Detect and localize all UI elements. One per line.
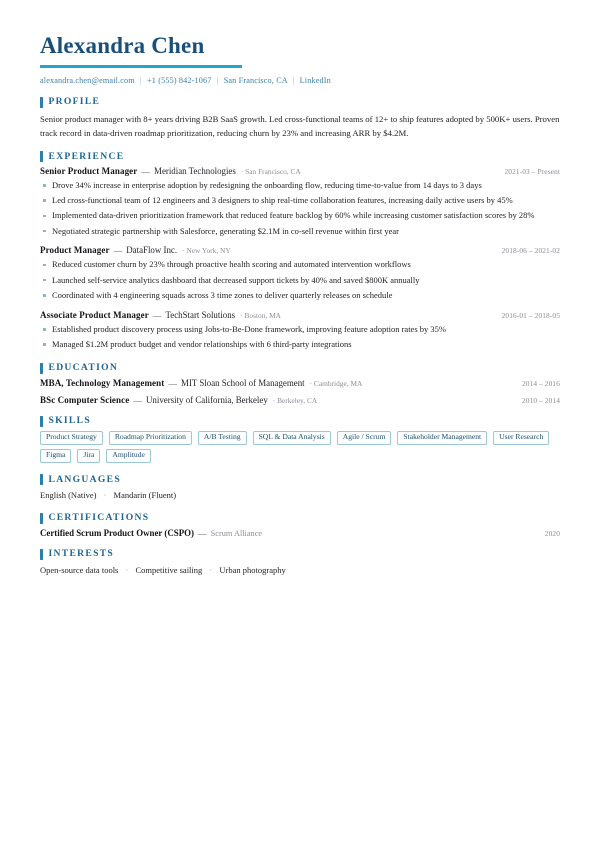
education-dates: 2010 – 2014 [521,395,560,405]
education-entry-header [40,395,560,405]
language-item: Mandarin (Fluent) [113,490,177,500]
job-location: · Boston, MA [240,310,281,320]
skill-pill: Roadmap Prioritization [109,431,192,445]
experience-entry-title-group [40,245,231,255]
school-name: University of California, Berkeley [146,394,268,405]
job-bullet: Reduced customer churn by 23% through proactive health scoring and automated intervention workflows [40,258,560,272]
skill-pill: SQL & Data Analysis [253,431,331,445]
contact-separator: | [292,75,295,85]
job-bullet-list [40,258,560,302]
section-skills [40,416,560,463]
candidate-name: Alexandra Chen [40,33,205,58]
contact-location: San Francisco, CA [223,75,288,85]
job-location: · San Francisco, CA [240,166,301,176]
section-accent-bar-icon [40,151,43,162]
job-dates: 2021-03 – Present [504,166,560,176]
education-entry [40,378,560,388]
section-interests [40,549,560,577]
interests-list [40,564,560,577]
education-dates: 2014 – 2016 [521,378,560,388]
skill-pill: User Research [493,431,549,445]
section-title-languages: LANGUAGES [48,473,121,485]
company-name: TechStart Solutions [165,309,236,320]
job-role: Associate Product Manager [40,309,149,320]
contact-separator: | [216,75,219,85]
skill-pill: A/B Testing [198,431,247,445]
title-dash: — [113,245,123,256]
section-title-experience: EXPERIENCE [48,150,125,162]
section-header-profile [40,97,560,108]
section-title-interests: INTERESTS [48,548,115,560]
section-education [40,363,560,405]
section-title-profile: PROFILE [48,96,101,108]
skill-pill: Stakeholder Management [397,431,487,445]
education-entry-header [40,378,560,388]
section-accent-bar-icon [40,97,43,108]
resume-header [40,34,560,86]
skill-pill: Jira [77,449,100,463]
job-bullet: Led cross-functional team of 12 engineers and 3 designers to ship real-time collaboration features, increasing daily active users by 45% [40,194,560,208]
section-accent-bar-icon [40,549,43,560]
section-header-interests [40,549,560,560]
title-dash: — [133,394,143,405]
profile-summary-text: Senior product manager with 8+ years driving B2B SaaS growth. Led cross-functional teams of 12+ to ship features adopted by 500K+ users. Proven track record in data-driven roadmap prioritization, reducing churn by 23% and increasing ARR by $4.2M. [40,113,560,138]
contact-linkedin-link[interactable]: LinkedIn [299,75,331,85]
certification-name: Certified Scrum Product Owner (CSPO) [40,527,194,538]
language-item: English (Native) [40,490,97,500]
experience-entry-header [40,310,560,320]
job-bullet: Managed $1.2M product budget and vendor relationships with 6 third-party integrations [40,338,560,352]
title-dash: — [152,309,162,320]
list-separator-dot-icon: · [125,564,129,575]
section-accent-bar-icon [40,474,43,485]
job-bullet: Negotiated strategic partnership with Salesforce, generating $2.1M in co-sell revenue within first year [40,225,560,239]
certification-date: 2020 [544,528,560,538]
skills-pill-list [40,431,560,463]
experience-entry-header [40,166,560,176]
section-title-education: EDUCATION [48,362,119,374]
contact-phone[interactable]: +1 (555) 842-1067 [147,75,212,85]
section-languages [40,474,560,502]
section-header-languages [40,474,560,485]
section-header-certifications [40,513,560,524]
title-dash: — [141,165,151,176]
skill-pill: Agile / Scrum [337,431,392,445]
school-location: · Cambridge, MA [309,378,363,388]
education-entry-title-group [40,395,317,405]
job-role: Senior Product Manager [40,165,138,176]
interest-item: Competitive sailing [135,564,203,575]
job-dates: 2018-06 – 2021-02 [501,246,560,256]
experience-entry [40,310,560,352]
job-bullet: Drove 34% increase in enterprise adoption by redesigning the onboarding flow, reducing time-to-value from 14 days to 3 days [40,179,560,193]
list-separator-dot-icon: · [209,564,213,575]
school-name: MIT Sloan School of Management [181,377,305,388]
interest-item: Urban photography [219,564,286,575]
education-entry-title-group [40,378,362,388]
job-bullet: Coordinated with 4 engineering squads across 3 time zones to deliver quarterly releases on schedule [40,289,560,303]
section-certifications [40,513,560,538]
skill-pill: Amplitude [106,449,150,463]
job-bullet-list [40,179,560,239]
contact-separator: | [140,75,142,85]
section-header-education [40,363,560,374]
company-name: DataFlow Inc. [126,245,178,256]
contact-email[interactable]: alexandra.chen@email.com [40,75,135,85]
list-separator-dot-icon: · [103,490,107,500]
title-dash: — [168,377,178,388]
job-bullet: Established product discovery process using Jobs-to-Be-Done framework, improving feature adoption rates by 35% [40,323,560,337]
company-name: Meridian Technologies [154,165,236,176]
experience-entry-title-group [40,310,281,320]
experience-entry-title-group [40,166,301,176]
certification-title-group [40,528,262,538]
degree-name: MBA, Technology Management [40,377,165,388]
section-accent-bar-icon [40,363,43,374]
experience-entry [40,166,560,239]
section-experience [40,151,560,352]
skill-pill: Figma [40,449,71,463]
degree-name: BSc Computer Science [40,394,130,405]
certification-entry [40,528,560,538]
section-title-skills: SKILLS [48,415,91,427]
section-accent-bar-icon [40,416,43,427]
job-bullet: Implemented data-driven prioritization framework that reduced feature backlog by 60% while increasing customer satisfaction scores by 28% [40,209,560,223]
interest-item: Open-source data tools [40,564,119,575]
job-bullet-list [40,323,560,352]
skill-pill: Product Strategy [40,431,103,445]
certification-issuer: Scrum Alliance [210,528,263,538]
job-location: · New York, NY [182,246,231,256]
job-role: Product Manager [40,245,110,256]
experience-entry [40,245,560,302]
certification-entry-header [40,528,560,538]
section-header-skills [40,416,560,427]
experience-entry-header [40,245,560,255]
contact-line [40,76,560,86]
languages-list [40,489,560,502]
job-bullet: Launched self-service analytics dashboard that decreased support tickets by 40% and saved $800K annually [40,274,560,288]
section-profile [40,97,560,140]
school-location: · Berkeley, CA [272,395,318,405]
section-header-experience [40,151,560,162]
education-entry [40,395,560,405]
section-title-certifications: CERTIFICATIONS [48,512,150,524]
job-dates: 2016-01 – 2018-05 [501,310,560,320]
title-dash: — [197,527,207,538]
section-accent-bar-icon [40,513,43,524]
name-underline-rule [40,65,242,68]
